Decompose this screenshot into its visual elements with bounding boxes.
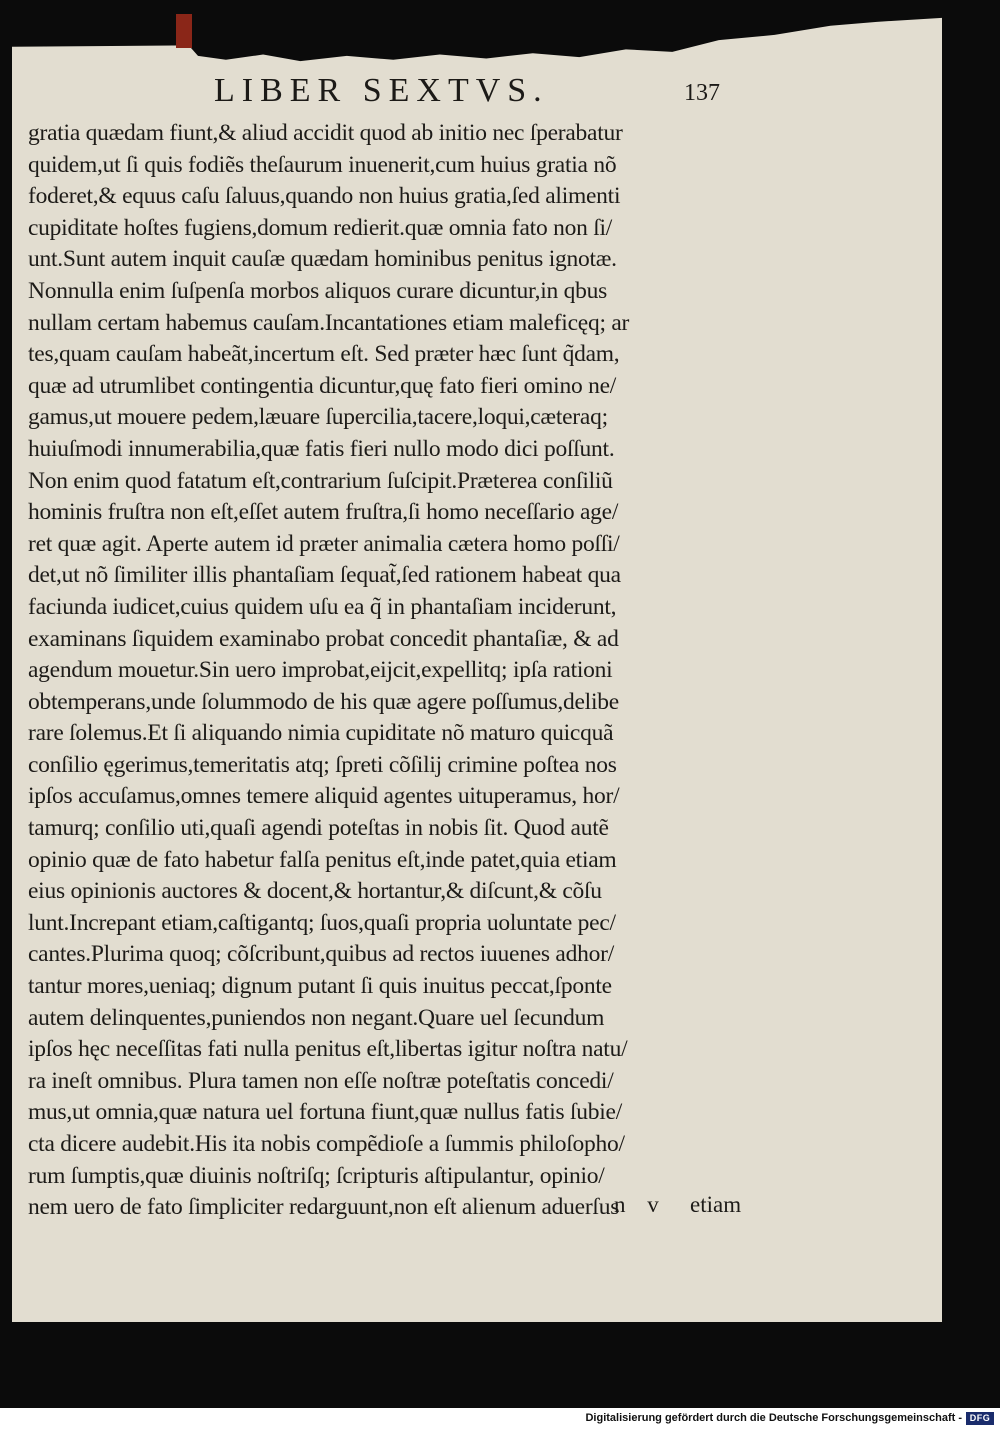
page-footer bbox=[0, 1192, 1000, 1228]
running-title: LIBER SEXTVS. bbox=[214, 72, 549, 109]
text-line: hominis fruſtra non eſt,eſſet autem fruſtra,ſi homo neceſſario age/ bbox=[28, 499, 619, 526]
text-line: foderet,& equus caſu ſaluus,quando non huius gratia,ſed alimenti bbox=[28, 183, 621, 210]
text-line: nullam certam habemus cauſam.Incantationes etiam maleficęq; ar bbox=[28, 309, 630, 336]
text-line: faciunda iudicet,cuius quidem uſu ea q̃ in phantaſiam inciderunt, bbox=[28, 593, 617, 620]
text-line: tantur mores,ueniaq; dignum putant ſi quis inuitus peccat,ſponte bbox=[28, 973, 612, 1000]
text-line: nem uero de fato ſimpliciter redarguunt,non eſt alienum aduerſus bbox=[28, 1194, 620, 1221]
text-line: gratia quædam fiunt,& aliud accidit quod ab initio nec ſperabatur bbox=[28, 120, 623, 146]
text-line: huiuſmodi innumerabilia,quæ fatis fieri nullo modo dici poſſunt. bbox=[28, 435, 615, 462]
text-line: eius opinionis auctores & docent,& hortantur,& diſcunt,& cõſu bbox=[28, 878, 602, 905]
text-line: cta dicere audebit.His ita nobis compẽdioſe a ſummis philoſopho/ bbox=[28, 1131, 625, 1157]
text-line: cantes.Plurima quoq; cõſcribunt,quibus ad rectos iuuenes adhor/ bbox=[28, 941, 614, 968]
text-line: rare ſolemus.Et ſi aliquando nimia cupiditate nõ maturo quicquã bbox=[28, 720, 614, 747]
text-line: conſilio ęgerimus,temeritatis atq; ſpreti cõſilij crimine poſtea nos bbox=[28, 751, 617, 778]
text-line: quæ ad utrumlibet contingentia dicuntur,quę fato fieri omino ne/ bbox=[28, 372, 617, 399]
dfg-logo-icon: DFG bbox=[966, 1412, 994, 1425]
text-line: autem delinquentes,puniendos non negant.Quare uel ſecundum bbox=[28, 1004, 605, 1031]
folio-number: 137 bbox=[684, 80, 720, 106]
text-line: Non enim quod fatatum eſt,contrarium ſuſcipit.Præterea conſiliũ bbox=[28, 467, 613, 494]
text-line: tamurq; conſilio uti,quaſi agendi poteſtas in nobis ſit. Quod autẽ bbox=[28, 815, 609, 842]
text-line: tes,quam cauſam habeãt,incertum eſt. Sed præter hæc ſunt q̃dam, bbox=[28, 341, 620, 368]
text-line: gamus,ut mouere pedem,læuare ſupercilia,tacere,loqui,cæteraq; bbox=[28, 404, 608, 431]
text-line: ipſos hęc neceſſitas fati nulla penitus eſt,libertas igitur noſtra natu/ bbox=[28, 1036, 628, 1063]
catchword: etiam bbox=[690, 1192, 742, 1217]
text-line: unt.Sunt autem inquit cauſæ quædam hominibus penitus ignotæ. bbox=[28, 246, 617, 273]
text-line: Nonnulla enim ſuſpenſa morbos aliquos curare dicuntur,in qbus bbox=[28, 277, 608, 304]
page-header bbox=[0, 0, 1000, 120]
text-line: examinans ſiquidem examinabo probat concedit phantaſiæ, & ad bbox=[28, 625, 619, 652]
funding-credit: Digitalisierung gefördert durch die Deutsche Forschungsgemeinschaft - bbox=[585, 1412, 962, 1424]
text-line: agendum mouetur.Sin uero improbat,eijcit,expellitq; ipſa rationi bbox=[28, 657, 613, 684]
text-line: ra ineſt omnibus. Plura tamen non eſſe noſtræ poteſtatis concedi/ bbox=[28, 1067, 614, 1094]
text-line: lunt.Increpant etiam,caſtigantq; ſuos,quaſi propria uoluntate pec/ bbox=[28, 909, 616, 936]
text-line: cupiditate hoſtes fugiens,domum redierit.quæ omnia fato non ſi/ bbox=[28, 214, 613, 241]
text-line: rum ſumptis,quæ diuinis noſtriſq; ſcripturis aſtipulantur, opinio/ bbox=[28, 1162, 605, 1189]
text-line: mus,ut omnia,quæ natura uel fortuna fiunt,quæ nullus fatis ſubie/ bbox=[28, 1099, 623, 1126]
text-line: obtemperans,unde ſolummodo de his quæ agere poſſumus,delibe bbox=[28, 688, 619, 715]
text-line: ret quæ agit. Aperte autem id præter animalia cætera homo poſſi/ bbox=[28, 530, 620, 557]
signature-mark: n v bbox=[614, 1192, 667, 1217]
text-line: quidem,ut ſi quis fodiẽs theſaurum inuenerit,cum huius gratia nõ bbox=[28, 151, 617, 178]
body-text bbox=[28, 118, 768, 1224]
text-line: ipſos accuſamus,omnes temere aliquid agentes uituperamus, hor/ bbox=[28, 783, 620, 810]
text-line: opinio quæ de fato habetur falſa penitus eſt,inde patet,quia etiam bbox=[28, 846, 617, 873]
digitization-credit-bar bbox=[0, 1408, 1000, 1430]
text-line: det,ut nõ ſimiliter illis phantaſiam ſequat̃,ſed rationem habeat qua bbox=[28, 562, 621, 589]
